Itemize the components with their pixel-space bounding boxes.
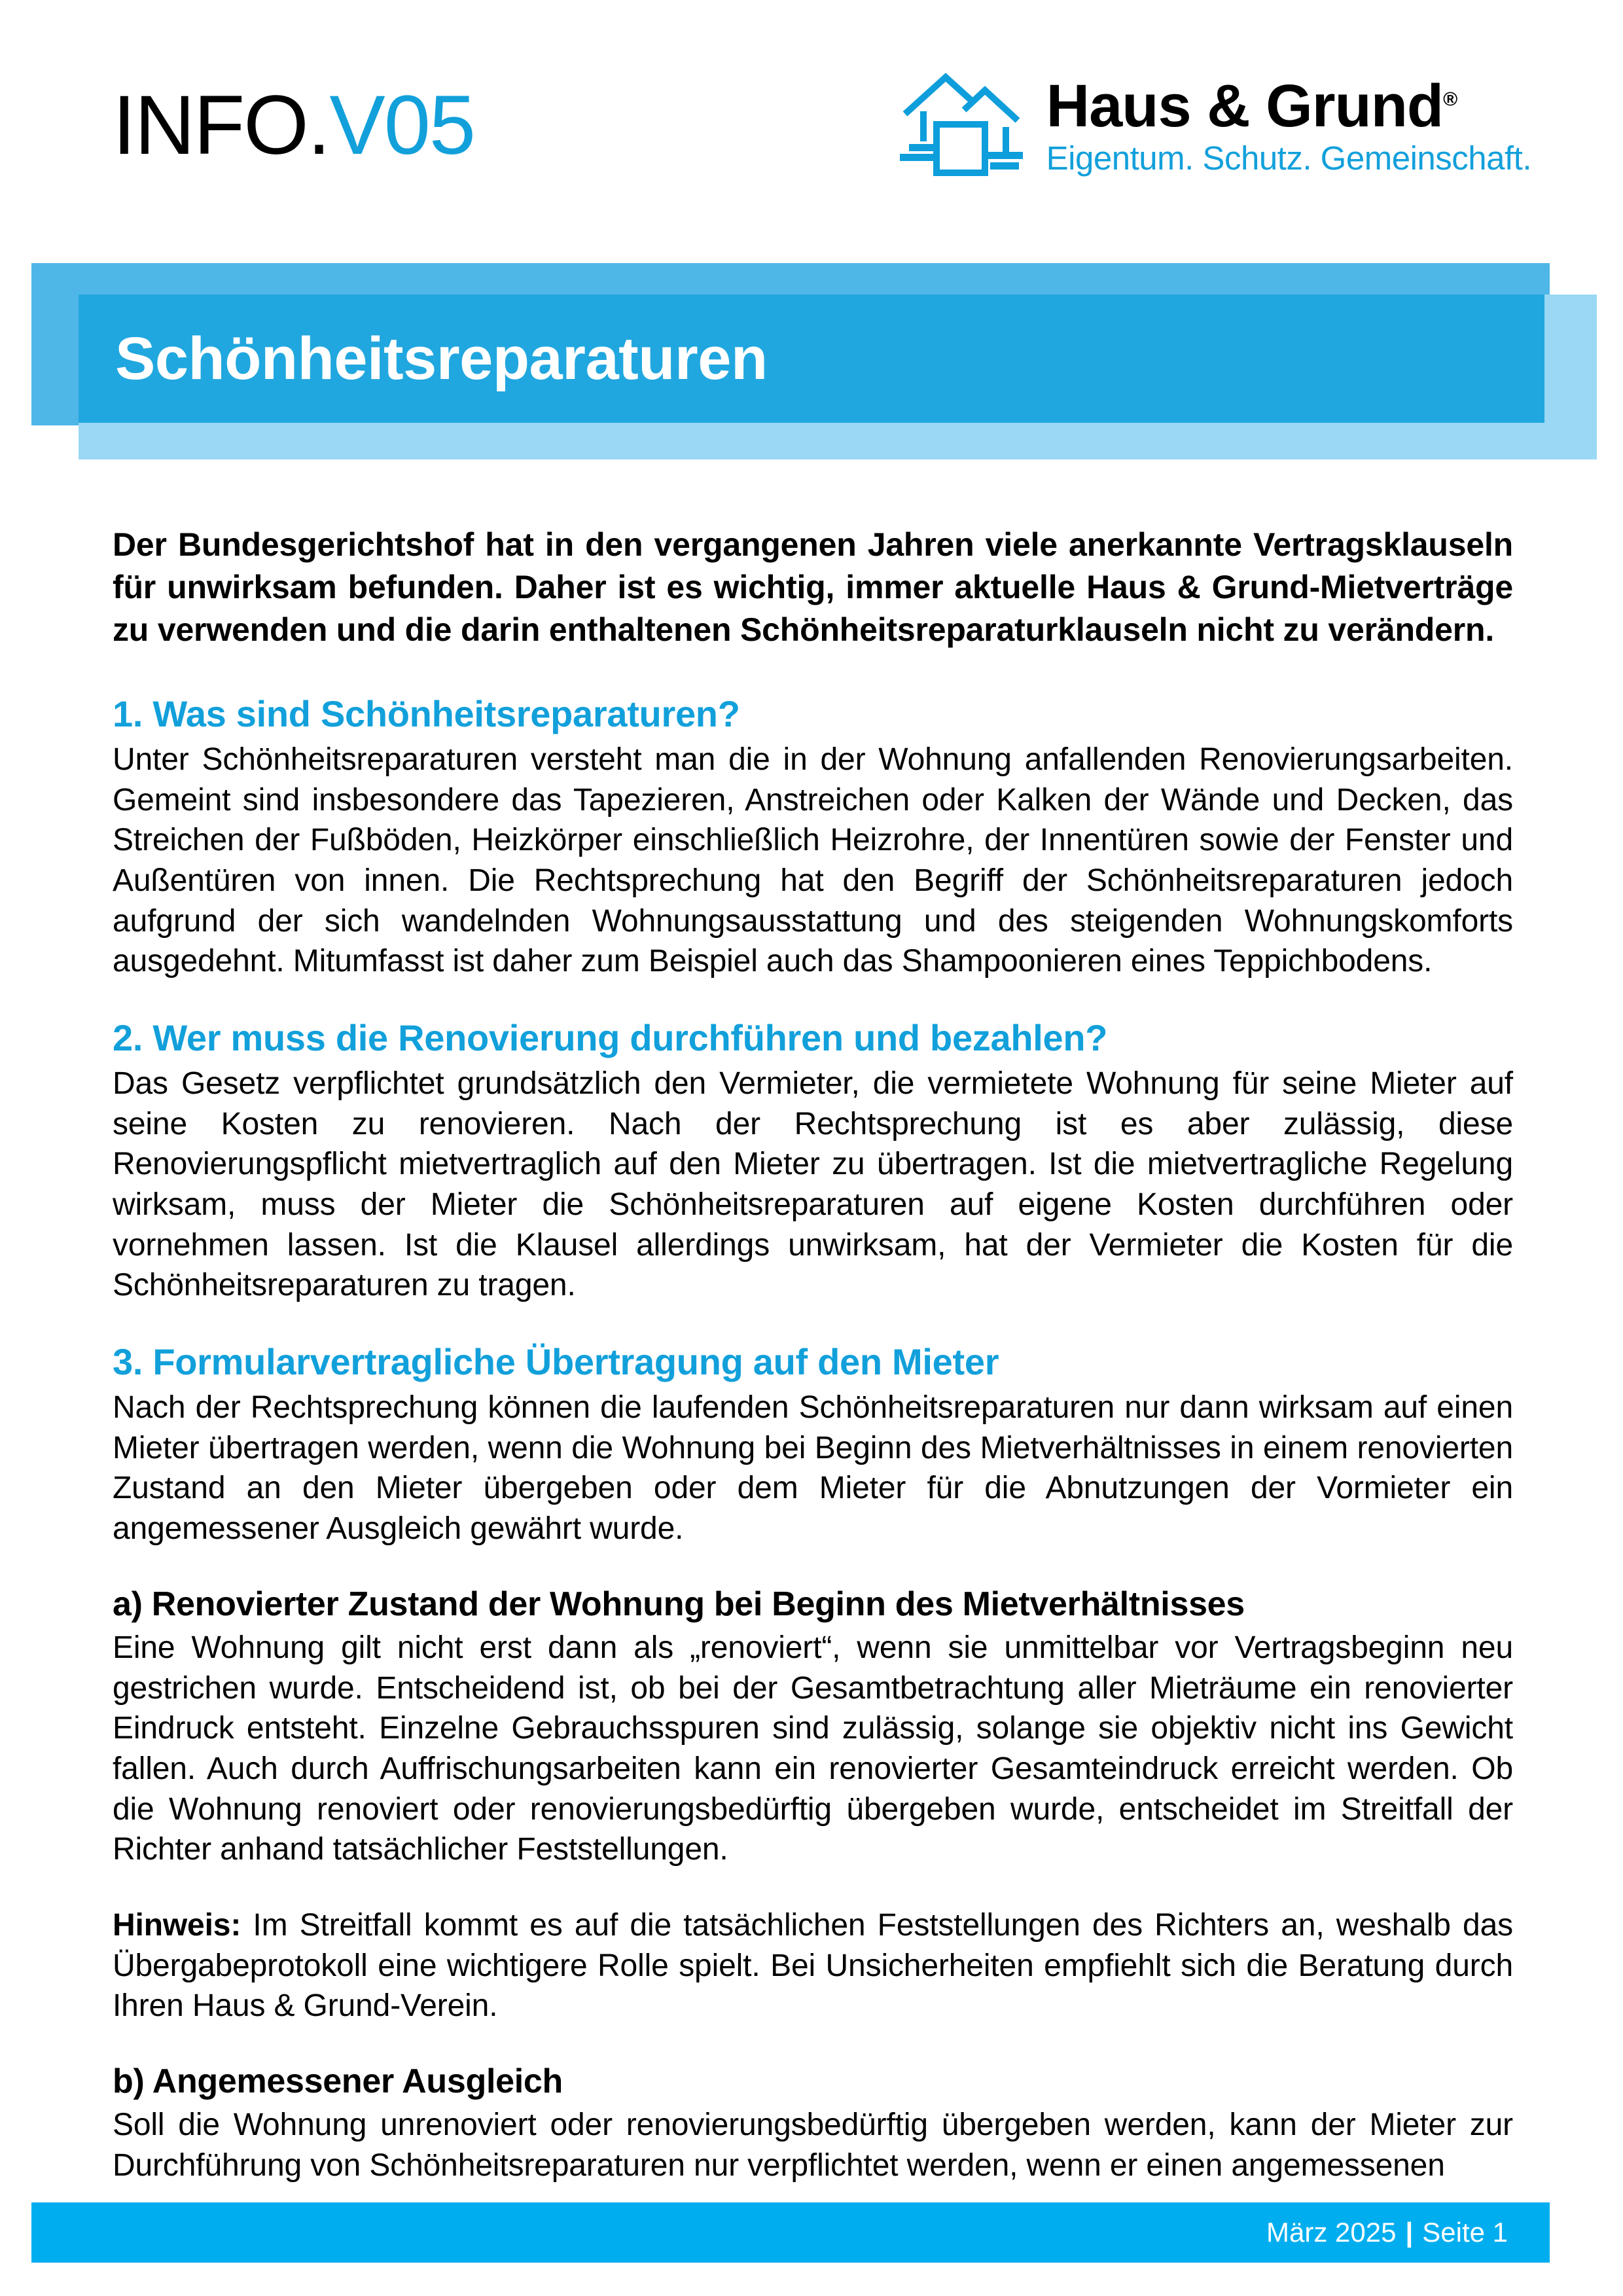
section-3-body: Nach der Rechtsprechung können die laufenden Schönheitsreparaturen nur dann wirksam auf einen Mieter übertragen werden, wenn die Wohnung bei Beginn des Mietverhältnisses in einem renovierten Zustand an den Mieter übergeben oder dem Mieter für die Abnutzungen der Vormieter ein angemessener Ausgleich gewährt wurde. (113, 1390, 1513, 1546)
subsection-b-heading: b) Angemessener Ausgleich (113, 2062, 563, 2100)
section-1-body: Unter Schönheitsreparaturen versteht man die in der Wohnung anfallenden Renovierungsarbeiten. Gemeint sind insbesondere das Tapezieren, Anstreichen oder Kalken der Wände und Decken, das Streichen der Fußböden, Heizkörper einschließlich Heizrohre, der Innentüren sowie der Fenster und Außentüren von innen. Die Rechtsprechung hat den Begriff der Schönheitsreparaturen jedoch aufgrund der sich wandelnden Wohnungsausstattung und des steigenden Wohnungskomforts ausgedehnt. Mitumfasst ist daher zum Beispiel auch das Shampoonieren eines Teppichbodens. (113, 742, 1513, 979)
footer-meta (1266, 2219, 1508, 2246)
page-header (0, 0, 1623, 255)
footer-page-number: Seite 1 (1422, 2217, 1508, 2248)
hinweis-paragraph (113, 1905, 1513, 2026)
section-1 (113, 693, 1513, 982)
section-2-body: Das Gesetz verpflichtet grundsätzlich den Vermieter, die vermietete Wohnung für seine Mieter auf seine Kosten zu renovieren. Nach der Rechtsprechung ist es aber zulässig, diese Renovierungspflicht mietvertraglich auf den Mieter zu übertragen. Ist die mietvertragliche Regelung wirksam, muss der Mieter die Schönheitsreparaturen auf eigene Kosten durchführen oder vornehmen lassen. Ist die Klausel allerdings unwirksam, hat der Vermieter die Kosten für die Schönheitsreparaturen zu tragen. (113, 1066, 1513, 1303)
logo-wordmark (1046, 73, 1531, 139)
logo-wordmark-text: Haus & Grund (1046, 73, 1444, 139)
logo-text-block (1046, 69, 1531, 175)
page-title: Schönheitsreparaturen (115, 325, 768, 392)
registered-trademark-icon: ® (1443, 88, 1457, 111)
subsection-a-heading: a) Renovierter Zustand der Wohnung bei Beginn des Mietverhältnisses (113, 1585, 1245, 1623)
subsection-a-body: Eine Wohnung gilt nicht erst dann als „renoviert“, wenn sie unmittelbar vor Vertragsbeginn neu gestrichen wurde. Entscheidend ist, ob bei der Gesamtbetrachtung aller Mieträume ein renovierter Eindruck entsteht. Einzelne Gebrauchsspuren sind zulässig, solange sie objektiv nicht ins Gewicht fallen. Auch durch Auffrischungsarbeiten kann ein renovierter Gesamteindruck erreicht werden. Ob die Wohnung renoviert oder renovierungsbedürftig übergeben wurde, entscheidet im Streitfall der Richter anhand tatsächlicher Feststellungen. (113, 1630, 1513, 1867)
hinweis-body: Im Streitfall kommt es auf die tatsächlichen Feststellungen des Richters an, weshalb das Übergabeprotokoll eine wichtigere Rolle spielt. Bei Unsicherheiten empfiehlt sich die Beratung durch Ihren Haus & Grund-Verein. (113, 1907, 1513, 2024)
hinweis-label: Hinweis: (113, 1907, 241, 1943)
haus-und-grund-logo (896, 69, 1531, 183)
section-1-heading: 1. Was sind Schönheitsreparaturen? (113, 693, 740, 734)
document-code-dot: . (307, 79, 330, 172)
page-footer (31, 2202, 1550, 2263)
section-3-heading: 3. Formularvertragliche Übertragung auf den Mieter (113, 1340, 999, 1382)
title-banner (0, 255, 1623, 465)
haus-und-grund-house-icon (896, 72, 1027, 183)
document-code (113, 79, 475, 172)
logo-claim: Eigentum. Schutz. Gemeinschaft. (1046, 139, 1531, 177)
section-2-heading: 2. Wer muss die Renovierung durchführen und bezahlen? (113, 1016, 1108, 1058)
document-code-prefix: INFO (113, 79, 308, 172)
section-3 (113, 1341, 1513, 1549)
subsection-b (113, 2062, 1513, 2186)
lead-paragraph: Der Bundesgerichtshof hat in den vergangenen Jahren viele anerkannte Vertragsklauseln für unwirksam befunden. Daher ist es wichtig, immer aktuelle Haus & Grund-Mietverträge zu verwenden und die darin enthaltenen Schönheitsreparaturklauseln nicht zu verändern. (113, 526, 1513, 648)
section-2 (113, 1017, 1513, 1306)
subsection-a (113, 1585, 1513, 1870)
banner-main-slab (79, 295, 1544, 423)
subsection-b-body: Soll die Wohnung unrenoviert oder renovierungsbedürftig übergeben werden, kann der Mieter zur Durchführung von Schönheitsreparaturen nur verpflichtet werden, wenn er einen angemessenen (113, 2108, 1513, 2183)
document-body (113, 524, 1513, 2221)
footer-date: März 2025 (1266, 2217, 1397, 2248)
document-code-version: V05 (329, 79, 475, 172)
footer-separator: | (1405, 2217, 1414, 2248)
